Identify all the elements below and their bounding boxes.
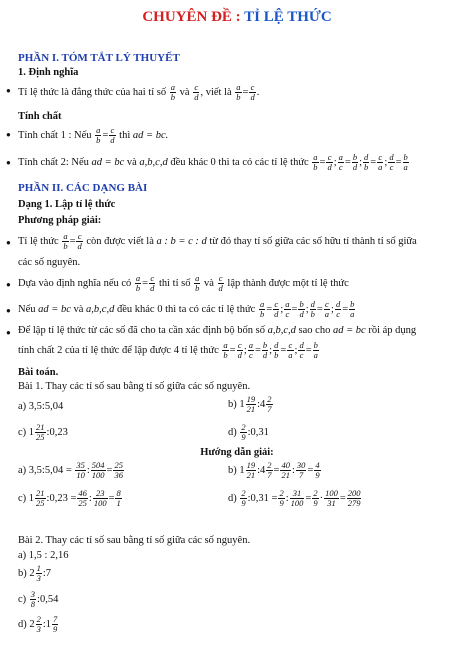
m3-and: và (73, 304, 84, 315)
fraction: $\frac{8}{1}$ (116, 488, 121, 509)
m3-text: Nếu (18, 304, 36, 315)
label: d) (228, 493, 237, 504)
tail: :1 (42, 619, 52, 630)
bullet: ● (6, 238, 11, 247)
properties-heading: Tính chất (18, 111, 62, 122)
fraction: $\frac{21}{25}$ (36, 422, 45, 443)
fraction: $\frac{2}{7}$ (267, 460, 272, 481)
guide-a: a) 3,5:5,04 = $\frac{35}{10}$ : $\frac{504}{100}$ = $\frac{25}{36}$ (18, 460, 123, 481)
bai1-a: a) 3,5:5,04 (18, 401, 64, 412)
fraction: $\frac{19}{21}$ (246, 394, 256, 415)
fraction: $\frac{c}{a}$ (324, 299, 330, 320)
title-prefix: CHUYÊN ĐỀ : (142, 9, 245, 25)
property-2: Tính chất 2: Nếu ad = bc và a,b,c,d đều khác 0 thì ta có các tỉ lệ thức $\frac{a}{b}$ = $\frac{c}{d}$ ; $\frac{a}{c}$ = $\frac{b}{d}$ ; $\frac{d}{b}$ = $\frac{c}{a}$ ; $\frac{d}{c}$ = $\frac{b}{a}$ (18, 152, 408, 173)
m4-text-b: sao cho (298, 325, 331, 336)
fraction: $\frac{35}{10}$ (76, 460, 85, 481)
fraction: $\frac{7}{9}$ (53, 614, 58, 635)
prop2-formula: ad = bc (91, 157, 125, 168)
m3-formula: ad = bc (38, 304, 71, 315)
fraction: $\frac{a}{b}$ (313, 152, 318, 173)
fraction: $\frac{c}{d}$ (218, 273, 223, 294)
fraction: $\frac{19}{21}$ (246, 460, 256, 481)
guide-heading: Hướng dẫn giải: (200, 447, 274, 458)
fraction: $\frac{c}{d}$ (274, 299, 279, 320)
def-text-b: , viết là (200, 87, 232, 98)
fraction: $\frac{a}{b}$ (195, 273, 200, 294)
m4-formula: ad = bc (332, 325, 366, 336)
fraction: $\frac{100}{31}$ (325, 488, 338, 509)
prop2-and: và (126, 157, 137, 168)
fraction: $\frac{200}{279}$ (347, 488, 361, 509)
fraction: $\frac{a}{b}$ (170, 82, 176, 103)
prop1-then: thì (119, 130, 131, 141)
m2-and: và (203, 278, 214, 289)
fraction: $\frac{a}{b}$ (135, 273, 141, 294)
part1-heading: PHẦN I. TÓM TẮT LÝ THUYẾT (18, 52, 180, 64)
fraction: $\frac{b}{a}$ (313, 340, 318, 361)
exercises-heading: Bài toán. (18, 367, 59, 378)
label: c) (18, 594, 27, 605)
method-2: Dựa vào định nghĩa nếu có $\frac{a}{b}$ = $\frac{c}{d}$ thì tỉ số $\frac{a}{b}$ và $\frac{c}{d}$ lập thành được một tỉ lệ thức (18, 273, 349, 294)
m4-vars: a,b,c,d (267, 325, 296, 336)
method-4-cont: tính chất 2 của tỉ lệ thức để lập được 4 tỉ lệ thức $\frac{a}{b}$ = $\frac{c}{d}$ ; $\frac{a}{c}$ = $\frac{b}{d}$ ; $\frac{d}{b}$ = $\frac{c}{a}$ ; $\frac{d}{c}$ = $\frac{b}{a}$ (18, 340, 318, 361)
definition-text: Tỉ lệ thức là đẳng thức của hai tỉ số $\frac{a}{b}$ và $\frac{c}{d}$ , viết là $\frac{a}{b}$ = $\frac{c}{d}$ . (18, 82, 260, 103)
fraction: $\frac{d}{c}$ (299, 340, 304, 361)
property-1: Tính chất 1 : Nếu $\frac{a}{b}$ = $\frac{c}{d}$ thì ad = bc. (18, 125, 169, 146)
fraction: $\frac{d}{c}$ (335, 299, 341, 320)
label: a) 3,5:5,04 = (18, 465, 72, 476)
m1-formula: a : b = c : d (156, 236, 207, 247)
fraction: $\frac{c}{d}$ (237, 340, 242, 361)
prop2-text-b: đều khác 0 thì ta có các tỉ lệ thức (170, 157, 309, 168)
fraction: $\frac{b}{a}$ (350, 299, 355, 320)
fraction: $\frac{c}{d}$ (327, 152, 332, 173)
prop1-text: Tính chất 1 : Nếu (18, 130, 92, 141)
fraction: $\frac{40}{21}$ (281, 460, 290, 481)
definition-heading: 1. Định nghĩa (18, 67, 79, 78)
fraction: $\frac{504}{100}$ (91, 460, 105, 481)
fraction: $\frac{b}{d}$ (299, 299, 304, 320)
label: b) (228, 465, 237, 476)
page-title (0, 8, 474, 26)
bullet: ● (6, 280, 11, 289)
bai2-a: a) 1,5 : 2,16 (18, 550, 69, 561)
bai1-c: c) 1 $\frac{21}{25}$ :0,23 (18, 422, 68, 443)
fraction: $\frac{c}{d}$ (194, 82, 199, 103)
fraction: $\frac{b}{d}$ (262, 340, 268, 361)
fraction: $\frac{2}{3}$ (36, 614, 41, 635)
label: c) (18, 493, 27, 504)
method-1-cont: các số nguyên. (18, 257, 81, 268)
m3-vars: a,b,c,d (86, 304, 115, 315)
bullet: ● (6, 86, 11, 95)
label: d) (18, 619, 27, 630)
fraction: $\frac{46}{25}$ (78, 488, 87, 509)
m4-text-d: tính chất 2 của tỉ lệ thức để lập được 4 tỉ lệ thức (18, 345, 219, 356)
prop2-text: Tính chất 2: Nếu (18, 157, 89, 168)
label: b) (228, 399, 237, 410)
fraction: $\frac{25}{36}$ (114, 460, 123, 481)
prop1-formula: ad = bc. (132, 130, 169, 141)
bullet: ● (6, 328, 11, 337)
fraction: $\frac{d}{b}$ (274, 340, 279, 361)
bullet: ● (6, 306, 11, 315)
part2-heading: PHẦN II. CÁC DẠNG BÀI (18, 182, 148, 194)
fraction: $\frac{a}{c}$ (285, 299, 290, 320)
def-and: và (179, 87, 190, 98)
fraction: $\frac{c}{d}$ (250, 82, 255, 103)
fraction: $\frac{2}{9}$ (241, 422, 246, 443)
tail: :7 (42, 568, 52, 579)
m4-text-c: rồi áp dụng (368, 325, 417, 336)
bai2-d: d) 2 $\frac{2}{3}$ :1 $\frac{7}{9}$ (18, 614, 58, 635)
fraction: $\frac{c}{d}$ (77, 231, 82, 252)
fraction: $\frac{a}{b}$ (236, 82, 241, 103)
m3-text-b: đều khác 0 thì ta có các tỉ lệ thức (116, 304, 256, 315)
fraction: $\frac{21}{25}$ (36, 488, 45, 509)
guide-c: c) 1 $\frac{21}{25}$ :0,23 = $\frac{46}{25}$ : $\frac{23}{100}$ = $\frac{8}{1}$ (18, 488, 121, 509)
fraction: $\frac{2}{7}$ (267, 394, 272, 415)
fraction: $\frac{a}{c}$ (248, 340, 253, 361)
fraction: $\frac{d}{b}$ (310, 299, 315, 320)
bai1-d (228, 422, 269, 444)
fraction: $\frac{a}{b}$ (259, 299, 265, 320)
prop2-vars: a,b,c,d (139, 157, 168, 168)
m2-text-c: lập thành được một tỉ lệ thức (227, 278, 349, 289)
type1-heading: Dạng 1. Lập tỉ lệ thức (18, 199, 116, 210)
method-1: Tỉ lệ thức $\frac{a}{b}$ = $\frac{c}{d}$ còn được viết là a : b = c : d từ đó thay tỉ số giữa các số hữu tỉ thành tỉ số giữa (18, 231, 417, 252)
fraction: $\frac{23}{100}$ (93, 488, 107, 509)
label: c) (18, 427, 27, 438)
fraction: $\frac{1}{3}$ (36, 563, 41, 584)
bai2-c (18, 589, 58, 611)
fraction: $\frac{c}{d}$ (110, 125, 115, 146)
label: b) (18, 568, 27, 579)
fraction: $\frac{30}{7}$ (296, 460, 306, 481)
fraction: $\frac{2}{9}$ (279, 488, 284, 509)
bai2-text: Bài 2. Thay các tỉ số sau bằng tỉ số giữa các số nguyên. (18, 535, 251, 546)
m2-text-b: thì tỉ số (158, 278, 191, 289)
fraction: $\frac{d}{b}$ (363, 152, 369, 173)
m1-text-b: còn được viết là (86, 236, 154, 247)
fraction: $\frac{a}{b}$ (223, 340, 228, 361)
method-3: Nếu ad = bc và a,b,c,d đều khác 0 thì ta có các tỉ lệ thức $\frac{a}{b}$ = $\frac{c}{d}$ ; $\frac{a}{c}$ = $\frac{b}{d}$ ; $\frac{d}{b}$ = $\frac{c}{a}$ ; $\frac{d}{c}$ = $\frac{b}{a}$ (18, 299, 355, 320)
fraction: $\frac{c}{d}$ (150, 273, 155, 294)
title-topic: TỈ LỆ THỨC (244, 9, 332, 25)
guide-b: b) 1 $\frac{19}{21}$ :4 $\frac{2}{7}$ = $\frac{40}{21}$ : $\frac{30}{7}$ = $\frac{4}{9}$ (228, 460, 320, 481)
method-heading: Phương pháp giải: (18, 215, 102, 226)
label: d) (228, 427, 237, 438)
bullet: ● (6, 130, 11, 139)
fraction: $\frac{d}{c}$ (389, 152, 394, 173)
bullet: ● (6, 158, 11, 167)
fraction: $\frac{31}{100}$ (290, 488, 304, 509)
tail: :0,54 (37, 594, 59, 605)
tail: :0,31 (247, 427, 269, 438)
bai2-b: b) 2 $\frac{1}{3}$ :7 (18, 563, 52, 584)
tail: :0,23 (46, 427, 68, 438)
fraction: $\frac{2}{9}$ (313, 488, 318, 509)
m1-text-c: từ đó thay tỉ số giữa các số hữu tỉ thành tỉ số giữa (209, 236, 417, 247)
m2-text: Dựa vào định nghĩa nếu có (18, 278, 132, 289)
def-text: Tỉ lệ thức là đẳng thức của hai tỉ số (18, 87, 167, 98)
fraction: $\frac{a}{b}$ (63, 231, 68, 252)
m4-text: Để lập tỉ lệ thức từ các số đã cho ta cần xác định bộ bốn số (18, 325, 265, 336)
fraction: $\frac{4}{9}$ (315, 460, 320, 481)
m1-text: Tỉ lệ thức (18, 236, 59, 247)
bai1-text: Bài 1. Thay các tỉ số sau bằng tỉ số giữa các số nguyên. (18, 381, 251, 392)
fraction: $\frac{a}{b}$ (96, 125, 101, 146)
fraction: $\frac{b}{a}$ (403, 152, 408, 173)
fraction: $\frac{3}{8}$ (30, 589, 36, 610)
fraction: $\frac{b}{d}$ (352, 152, 358, 173)
fraction: $\frac{2}{9}$ (241, 488, 246, 509)
guide-d: d) $\frac{2}{9}$ :0,31 = $\frac{2}{9}$ : $\frac{31}{100}$ = $\frac{2}{9}$ · $\frac{100}{31}$ = $\frac{200}{279}$ (228, 488, 361, 509)
method-4 (18, 324, 416, 337)
fraction: $\frac{a}{c}$ (338, 152, 343, 173)
bai1-b: b) 1 $\frac{19}{21}$ :4 $\frac{2}{7}$ (228, 394, 272, 415)
fraction: $\frac{c}{a}$ (288, 340, 293, 361)
fraction: $\frac{c}{a}$ (378, 152, 383, 173)
